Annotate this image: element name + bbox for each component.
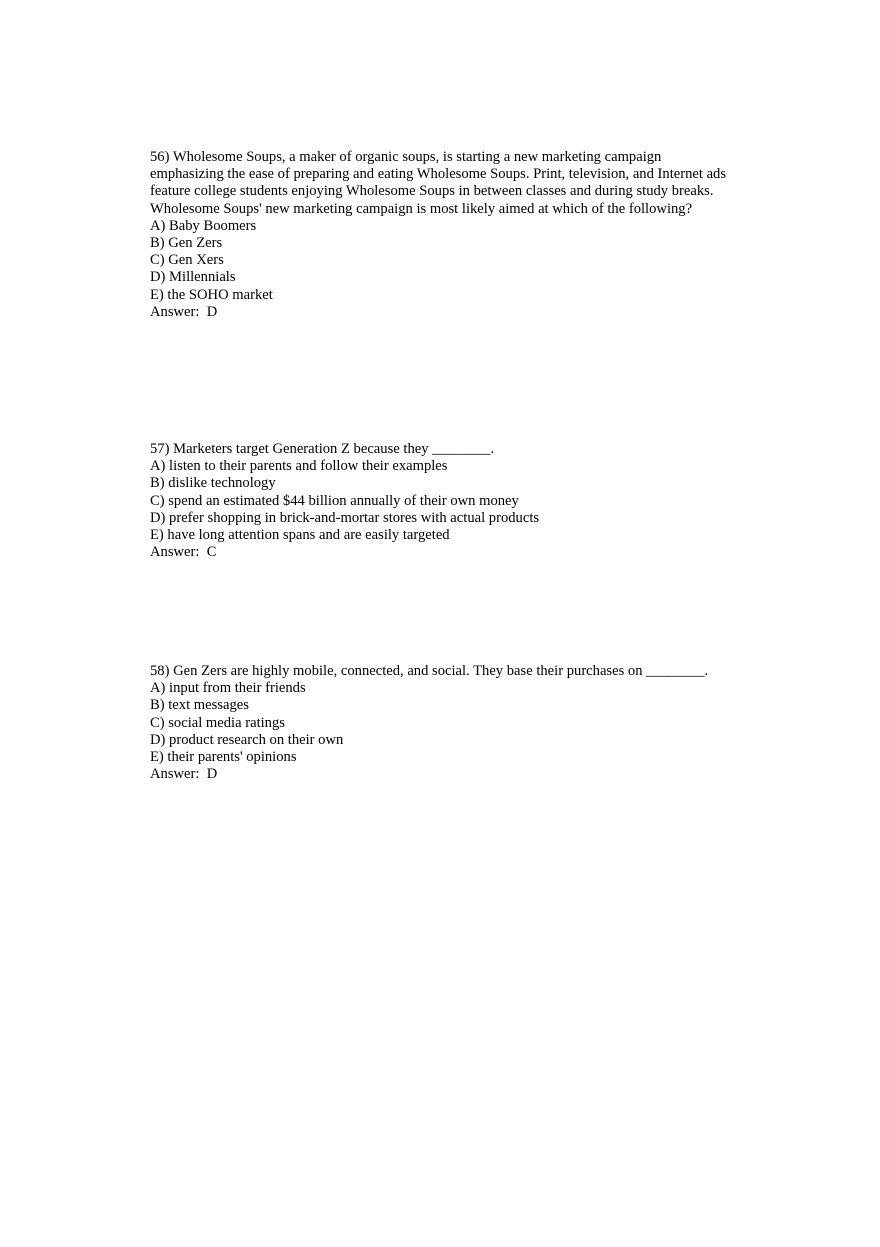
question-56: [150, 149, 730, 321]
option-e: E) their parents' opinions: [150, 749, 297, 766]
option-c: C) Gen Xers: [150, 252, 224, 269]
option-c: C) spend an estimated $44 billion annually of their own money: [150, 492, 519, 509]
question-stem: 56) Wholesome Soups, a maker of organic soups, is starting a new marketing campaign emphasizing the ease of preparing and eating Wholesome Soups. Print, television, and Internet ads feature college students enjoying Wholesome Soups in between classes and during study breaks. Wholesome Soups' new marketing campaign is most likely aimed at which of the following?: [150, 149, 727, 217]
option-a: A) input from their friends: [150, 680, 306, 697]
option-e: E) the SOHO market: [150, 286, 273, 303]
option-d: D) product research on their own: [150, 731, 344, 748]
question-58: [150, 663, 730, 783]
option-b: B) text messages: [150, 697, 249, 714]
answer-key: Answer: D: [150, 766, 218, 783]
question-stem: 58) Gen Zers are highly mobile, connected, and social. They base their purchases on ________.: [150, 663, 709, 679]
option-d: D) prefer shopping in brick-and-mortar stores with actual products: [150, 509, 540, 526]
question-57: [150, 441, 730, 561]
option-b: B) dislike technology: [150, 475, 276, 492]
option-e: E) have long attention spans and are easily targeted: [150, 527, 450, 544]
option-b: B) Gen Zers: [150, 235, 223, 252]
answer-key: Answer: D: [150, 303, 218, 320]
answer-options: [150, 680, 730, 766]
answer-options: [150, 218, 730, 304]
option-a: A) Baby Boomers: [150, 217, 257, 234]
option-c: C) social media ratings: [150, 714, 285, 731]
option-d: D) Millennials: [150, 269, 236, 286]
option-a: A) listen to their parents and follow their examples: [150, 458, 448, 475]
question-stem: 57) Marketers target Generation Z because they ________.: [150, 441, 495, 457]
answer-options: [150, 458, 730, 544]
answer-key: Answer: C: [150, 544, 217, 561]
